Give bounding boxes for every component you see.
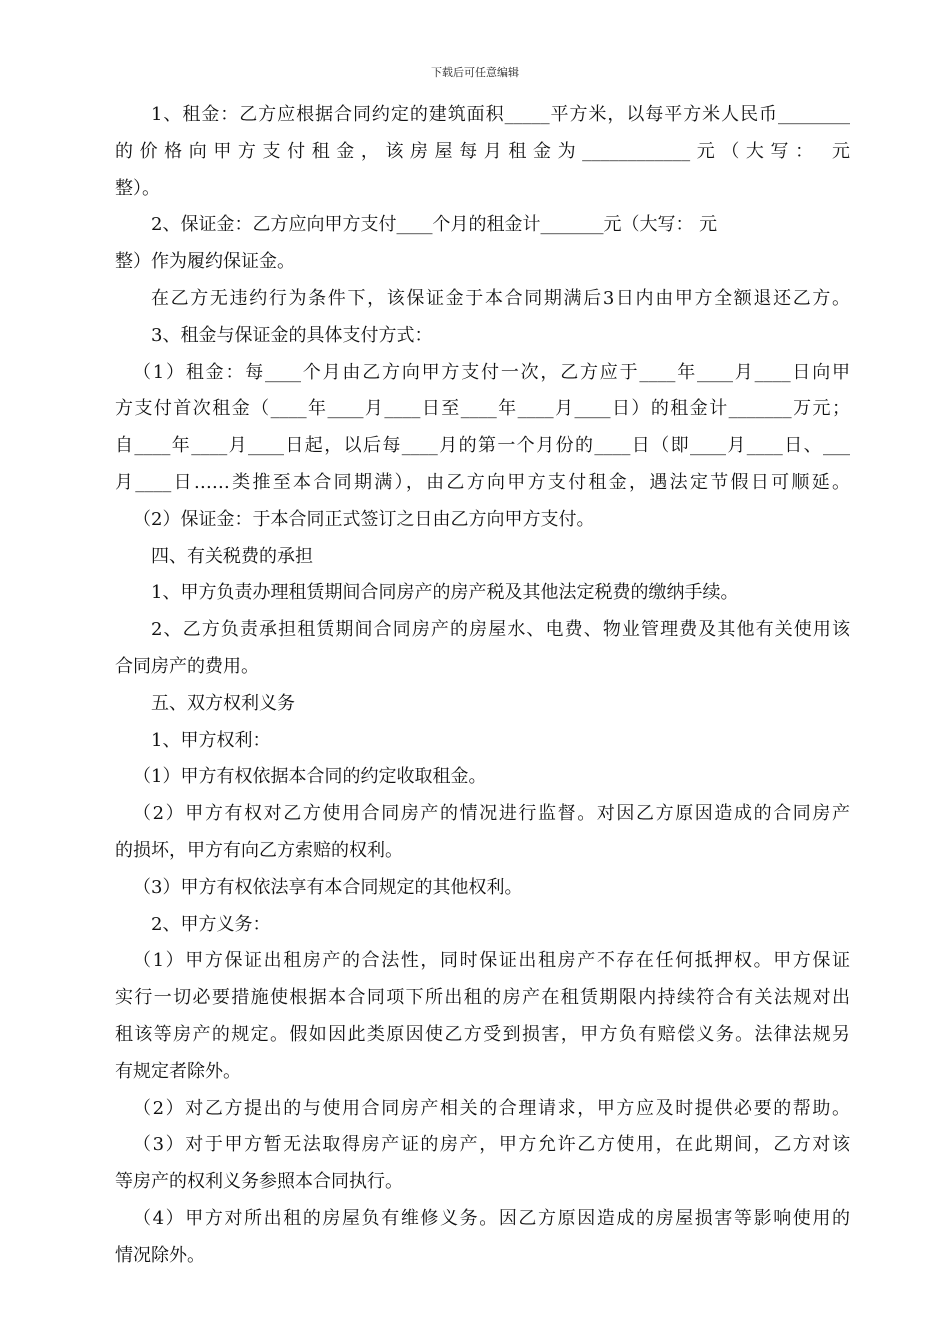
text-line: 月____日……类推至本合同期满），由乙方向甲方支付租金，遇法定节假日可顺延。 xyxy=(115,472,850,493)
text-line: 情况除外。 xyxy=(115,1245,205,1266)
text-line: （2）对乙方提出的与使用合同房产相关的合理请求，甲方应及时提供必要的帮助。 xyxy=(133,1098,850,1119)
text-line: 有规定者除外。 xyxy=(115,1061,241,1082)
text-line: 在乙方无违约行为条件下，该保证金于本合同期满后3日内由甲方全额退还乙方。 xyxy=(151,288,850,309)
text-line: 整）。 xyxy=(115,178,160,199)
text-line: （3）甲方有权依法享有本合同规定的其他权利。 xyxy=(133,877,523,898)
text-line: （1）租金：每____个月由乙方向甲方支付一次，乙方应于____年____月____日向甲 xyxy=(133,362,850,383)
text-line: 的价格向甲方支付租金，该房屋每月租金为____________元（大写： 元 xyxy=(115,141,850,162)
text-line: 1、甲方负责办理租赁期间合同房产的房产税及其他法定税费的缴纳手续。 xyxy=(151,582,739,603)
text-line: 四、有关税费的承担 xyxy=(151,546,313,567)
text-line: 租该等房产的规定。假如因此类原因使乙方受到损害，甲方负有赔偿义务。法律法规另 xyxy=(115,1024,850,1045)
text-line: 五、双方权利义务 xyxy=(151,693,295,714)
text-line: （1）甲方有权依据本合同的约定收取租金。 xyxy=(133,766,487,787)
text-line: 1、租金：乙方应根据合同约定的建筑面积_____平方米，以每平方米人民币________ xyxy=(151,104,850,125)
text-line: （3）对于甲方暂无法取得房产证的房产，甲方允许乙方使用，在此期间，乙方对该 xyxy=(133,1134,850,1155)
text-line: 实行一切必要措施使根据本合同项下所出租的房产在租赁期限内持续符合有关法规对出 xyxy=(115,987,850,1008)
text-line: （2）甲方有权对乙方使用合同房产的情况进行监督。对因乙方原因造成的合同房产 xyxy=(133,803,850,824)
text-line: 合同房产的费用。 xyxy=(115,656,259,677)
text-line: 等房产的权利义务参照本合同执行。 xyxy=(115,1171,403,1192)
text-line: （2）保证金：于本合同正式签订之日由乙方向甲方支付。 xyxy=(133,509,595,530)
text-line: 3、租金与保证金的具体支付方式： xyxy=(151,325,433,346)
text-line: 整）作为履约保证金。 xyxy=(115,251,295,272)
text-line: 2、甲方义务： xyxy=(151,914,271,935)
text-line: 自____年____月____日起，以后每____月的第一个月份的____日（即____月____日、___ xyxy=(115,435,850,456)
text-line: 方支付首次租金（____年____月____日至____年____月____日）的租金计_______万元； xyxy=(115,398,850,419)
page-header: 下载后可任意编辑 xyxy=(431,66,519,79)
text-line: 1、甲方权利： xyxy=(151,730,271,751)
text-line: 2、保证金：乙方应向甲方支付____个月的租金计_______元（大写： 元 xyxy=(151,214,718,235)
text-line: （4）甲方对所出租的房屋负有维修义务。因乙方原因造成的房屋损害等影响使用的 xyxy=(133,1208,850,1229)
text-line: （1）甲方保证出租房产的合法性，同时保证出租房产不存在任何抵押权。甲方保证 xyxy=(133,950,850,971)
text-line: 的损坏，甲方有向乙方索赔的权利。 xyxy=(115,840,403,861)
text-line: 2、乙方负责承担租赁期间合同房产的房屋水、电费、物业管理费及其他有关使用该 xyxy=(151,619,850,640)
